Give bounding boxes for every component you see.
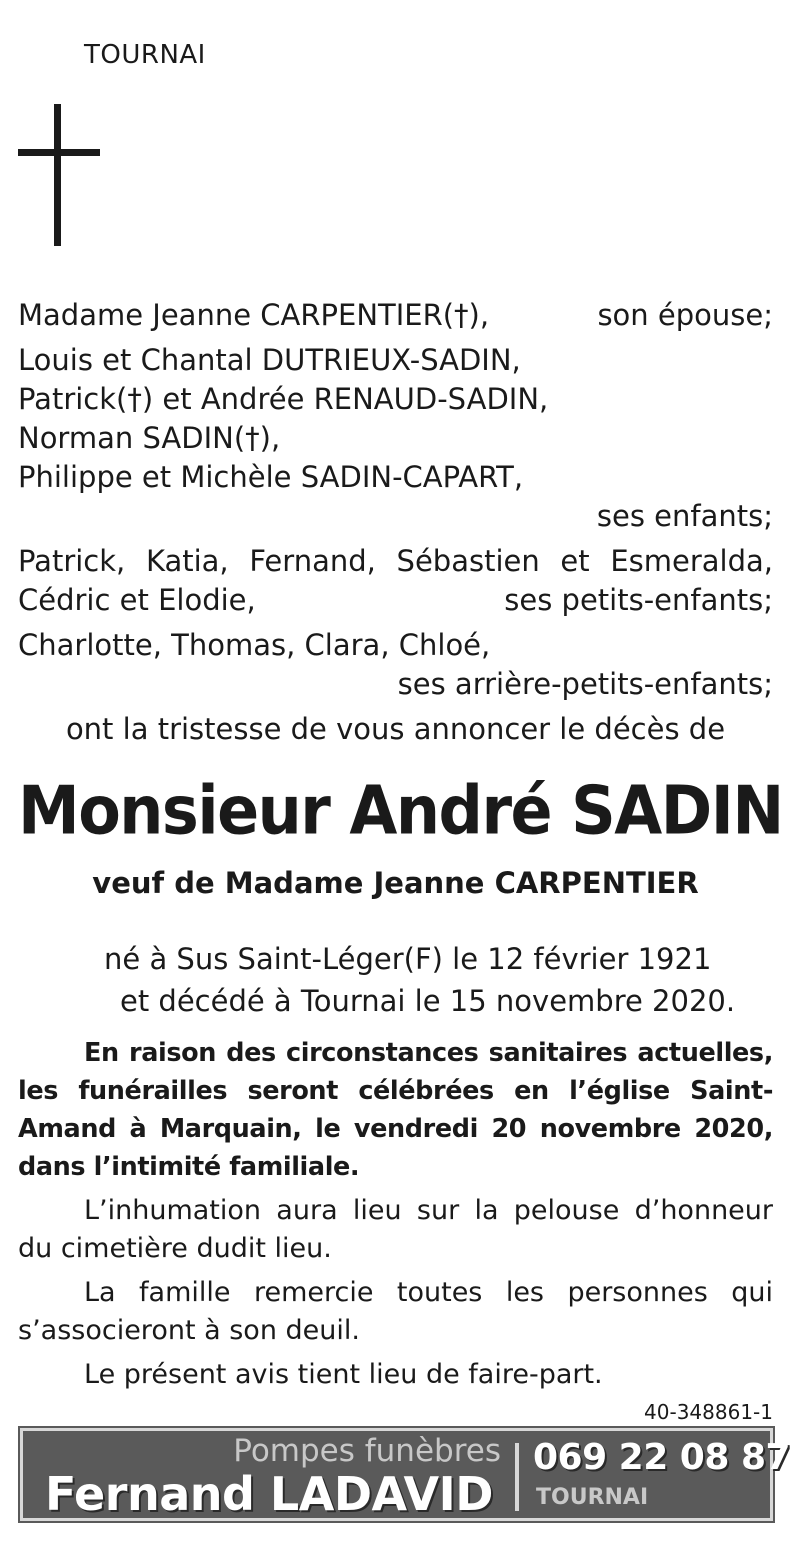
- funeral-home-name: Fernand LADAVID: [45, 1467, 493, 1521]
- funeral-rest: les funérailles seront célébrées en l’église Saint-Amand à Marquain, le vendredi 20 novembre 2020, dans l’intimité familiale.: [18, 1076, 773, 1182]
- death-line: et décédé à Tournai le 15 novembre 2020.: [120, 984, 736, 1018]
- family-list: [18, 296, 773, 749]
- reference-number: 40-348861-1: [644, 1400, 773, 1424]
- grandchildren-line: Patrick, Katia, Fernand, Sébastien et Esmeralda,: [18, 544, 773, 578]
- child-line: Philippe et Michèle SADIN-CAPART,: [18, 460, 524, 494]
- notice-paragraph: [18, 1356, 773, 1394]
- grandchildren-row: [18, 581, 773, 620]
- thanks-text: La famille remercie toutes les personnes qui s’associeront à son deuil.: [18, 1277, 773, 1346]
- thanks-paragraph: [18, 1274, 773, 1350]
- deceased-name: Monsieur André SADIN: [18, 771, 783, 850]
- child-line: Patrick(†) et Andrée RENAUD-SADIN,: [18, 382, 549, 416]
- child-line: Norman SADIN(†),: [18, 421, 281, 455]
- great-grandchildren-relation: ses arrière-petits-enfants;: [397, 667, 773, 701]
- funeral-home-tagline: Pompes funèbres: [233, 1433, 501, 1469]
- banner-divider: [515, 1443, 519, 1511]
- funeral-paragraph: [18, 1034, 773, 1186]
- life-dates: [18, 938, 773, 1022]
- notice-text: Le présent avis tient lieu de faire-part.: [84, 1359, 603, 1390]
- funeral-home-phone: 069 22 08 87: [533, 1437, 791, 1478]
- header-city: TOURNAI: [84, 40, 206, 70]
- grandchildren-relation: ses petits-enfants;: [504, 583, 773, 617]
- grandchildren-line: Cédric et Elodie,: [18, 583, 256, 617]
- obituary-notice: [18, 0, 791, 1547]
- child-line: Louis et Chantal DUTRIEUX-SADIN,: [18, 343, 521, 377]
- burial-paragraph: [18, 1192, 773, 1268]
- cross-icon: [18, 104, 100, 246]
- announcement: ont la tristesse de vous annoncer le décès de: [65, 712, 726, 746]
- great-grandchildren-line: Charlotte, Thomas, Clara, Chloé,: [18, 628, 491, 662]
- spouse-name: Madame Jeanne CARPENTIER(†),: [18, 298, 490, 332]
- notice-body: [18, 1034, 773, 1394]
- widow-of: veuf de Madame Jeanne CARPENTIER: [92, 866, 699, 900]
- birth-line: né à Sus Saint-Léger(F) le 12 février 1921: [104, 942, 712, 976]
- children-relation: ses enfants;: [596, 499, 773, 533]
- funeral-home-city: TOURNAI: [536, 1485, 649, 1510]
- burial-text: L’inhumation aura lieu sur la pelouse d’honneur du cimetière dudit lieu.: [18, 1195, 773, 1264]
- spouse-row: [18, 296, 773, 335]
- funeral-first: En raison des circonstances sanitaires actuelles,: [84, 1038, 773, 1068]
- spouse-relation: son épouse;: [597, 298, 773, 332]
- funeral-home-banner: [20, 1428, 791, 1521]
